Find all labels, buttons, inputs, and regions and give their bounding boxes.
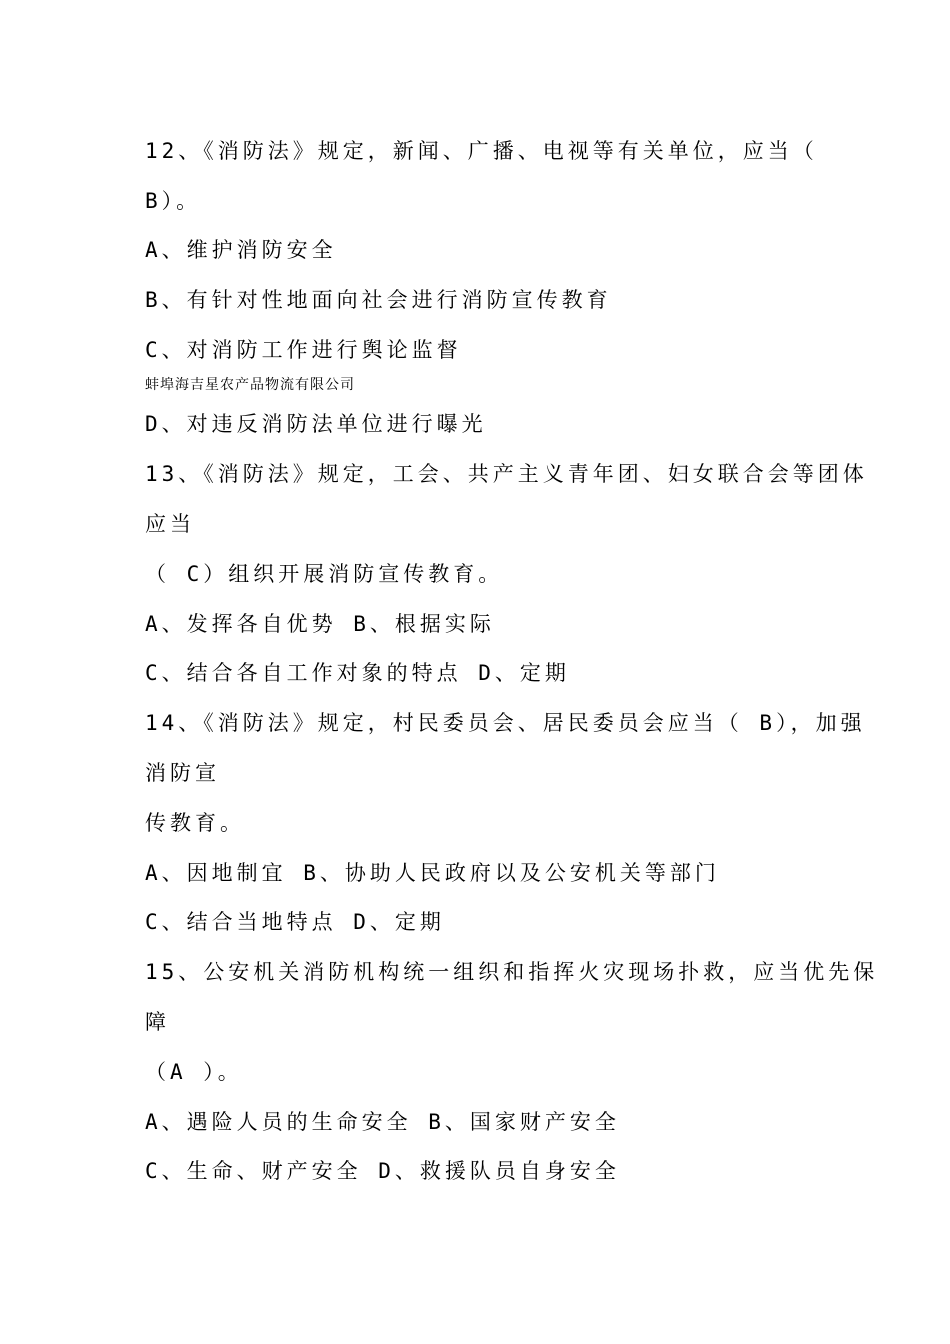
company-watermark: 蚌埠海吉星农产品物流有限公司 (145, 377, 355, 393)
question-13-options-cd: C、结合各自工作对象的特点 D、定期 (145, 661, 570, 685)
question-14-options-ab: A、因地制宜 B、协助人民政府以及公安机关等部门 (145, 861, 720, 885)
question-14-options-cd: C、结合当地特点 D、定期 (145, 910, 445, 934)
question-14-text-cont: 消防宣 (145, 761, 220, 785)
option-c: C、对消防工作进行舆论监督 (145, 338, 462, 362)
question-13-answer: （ C）组织开展消防宣传教育。 (145, 562, 504, 586)
question-12-text: 12、《消防法》规定，新闻、广播、电视等有关单位，应当（ (145, 139, 818, 163)
question-15-options-ab: A、遇险人员的生命安全 B、国家财产安全 (145, 1110, 620, 1134)
question-13-text: 13、《消防法》规定，工会、共产主义青年团、妇女联合会等团体 (145, 462, 868, 486)
question-15-answer: （A ）。 (145, 1060, 243, 1084)
question-14-text: 14、《消防法》规定，村民委员会、居民委员会应当（ B），加强 (145, 711, 866, 735)
option-d: D、对违反消防法单位进行曝光 (145, 412, 487, 436)
question-14-text-end: 传教育。 (145, 811, 245, 835)
question-13-text-cont: 应当 (145, 512, 195, 536)
question-15-text: 15、公安机关消防机构统一组织和指挥火灾现场扑救，应当优先保 (145, 960, 879, 984)
question-12-answer: B）。 (145, 189, 202, 213)
question-15-text-cont: 障 (145, 1010, 170, 1034)
option-b: B、有针对性地面向社会进行消防宣传教育 (145, 288, 612, 312)
question-15-options-cd: C、生命、财产安全 D、救援队员自身安全 (145, 1159, 620, 1183)
option-a: A、维护消防安全 (145, 238, 337, 262)
question-13-options-ab: A、发挥各自优势 B、根据实际 (145, 612, 495, 636)
